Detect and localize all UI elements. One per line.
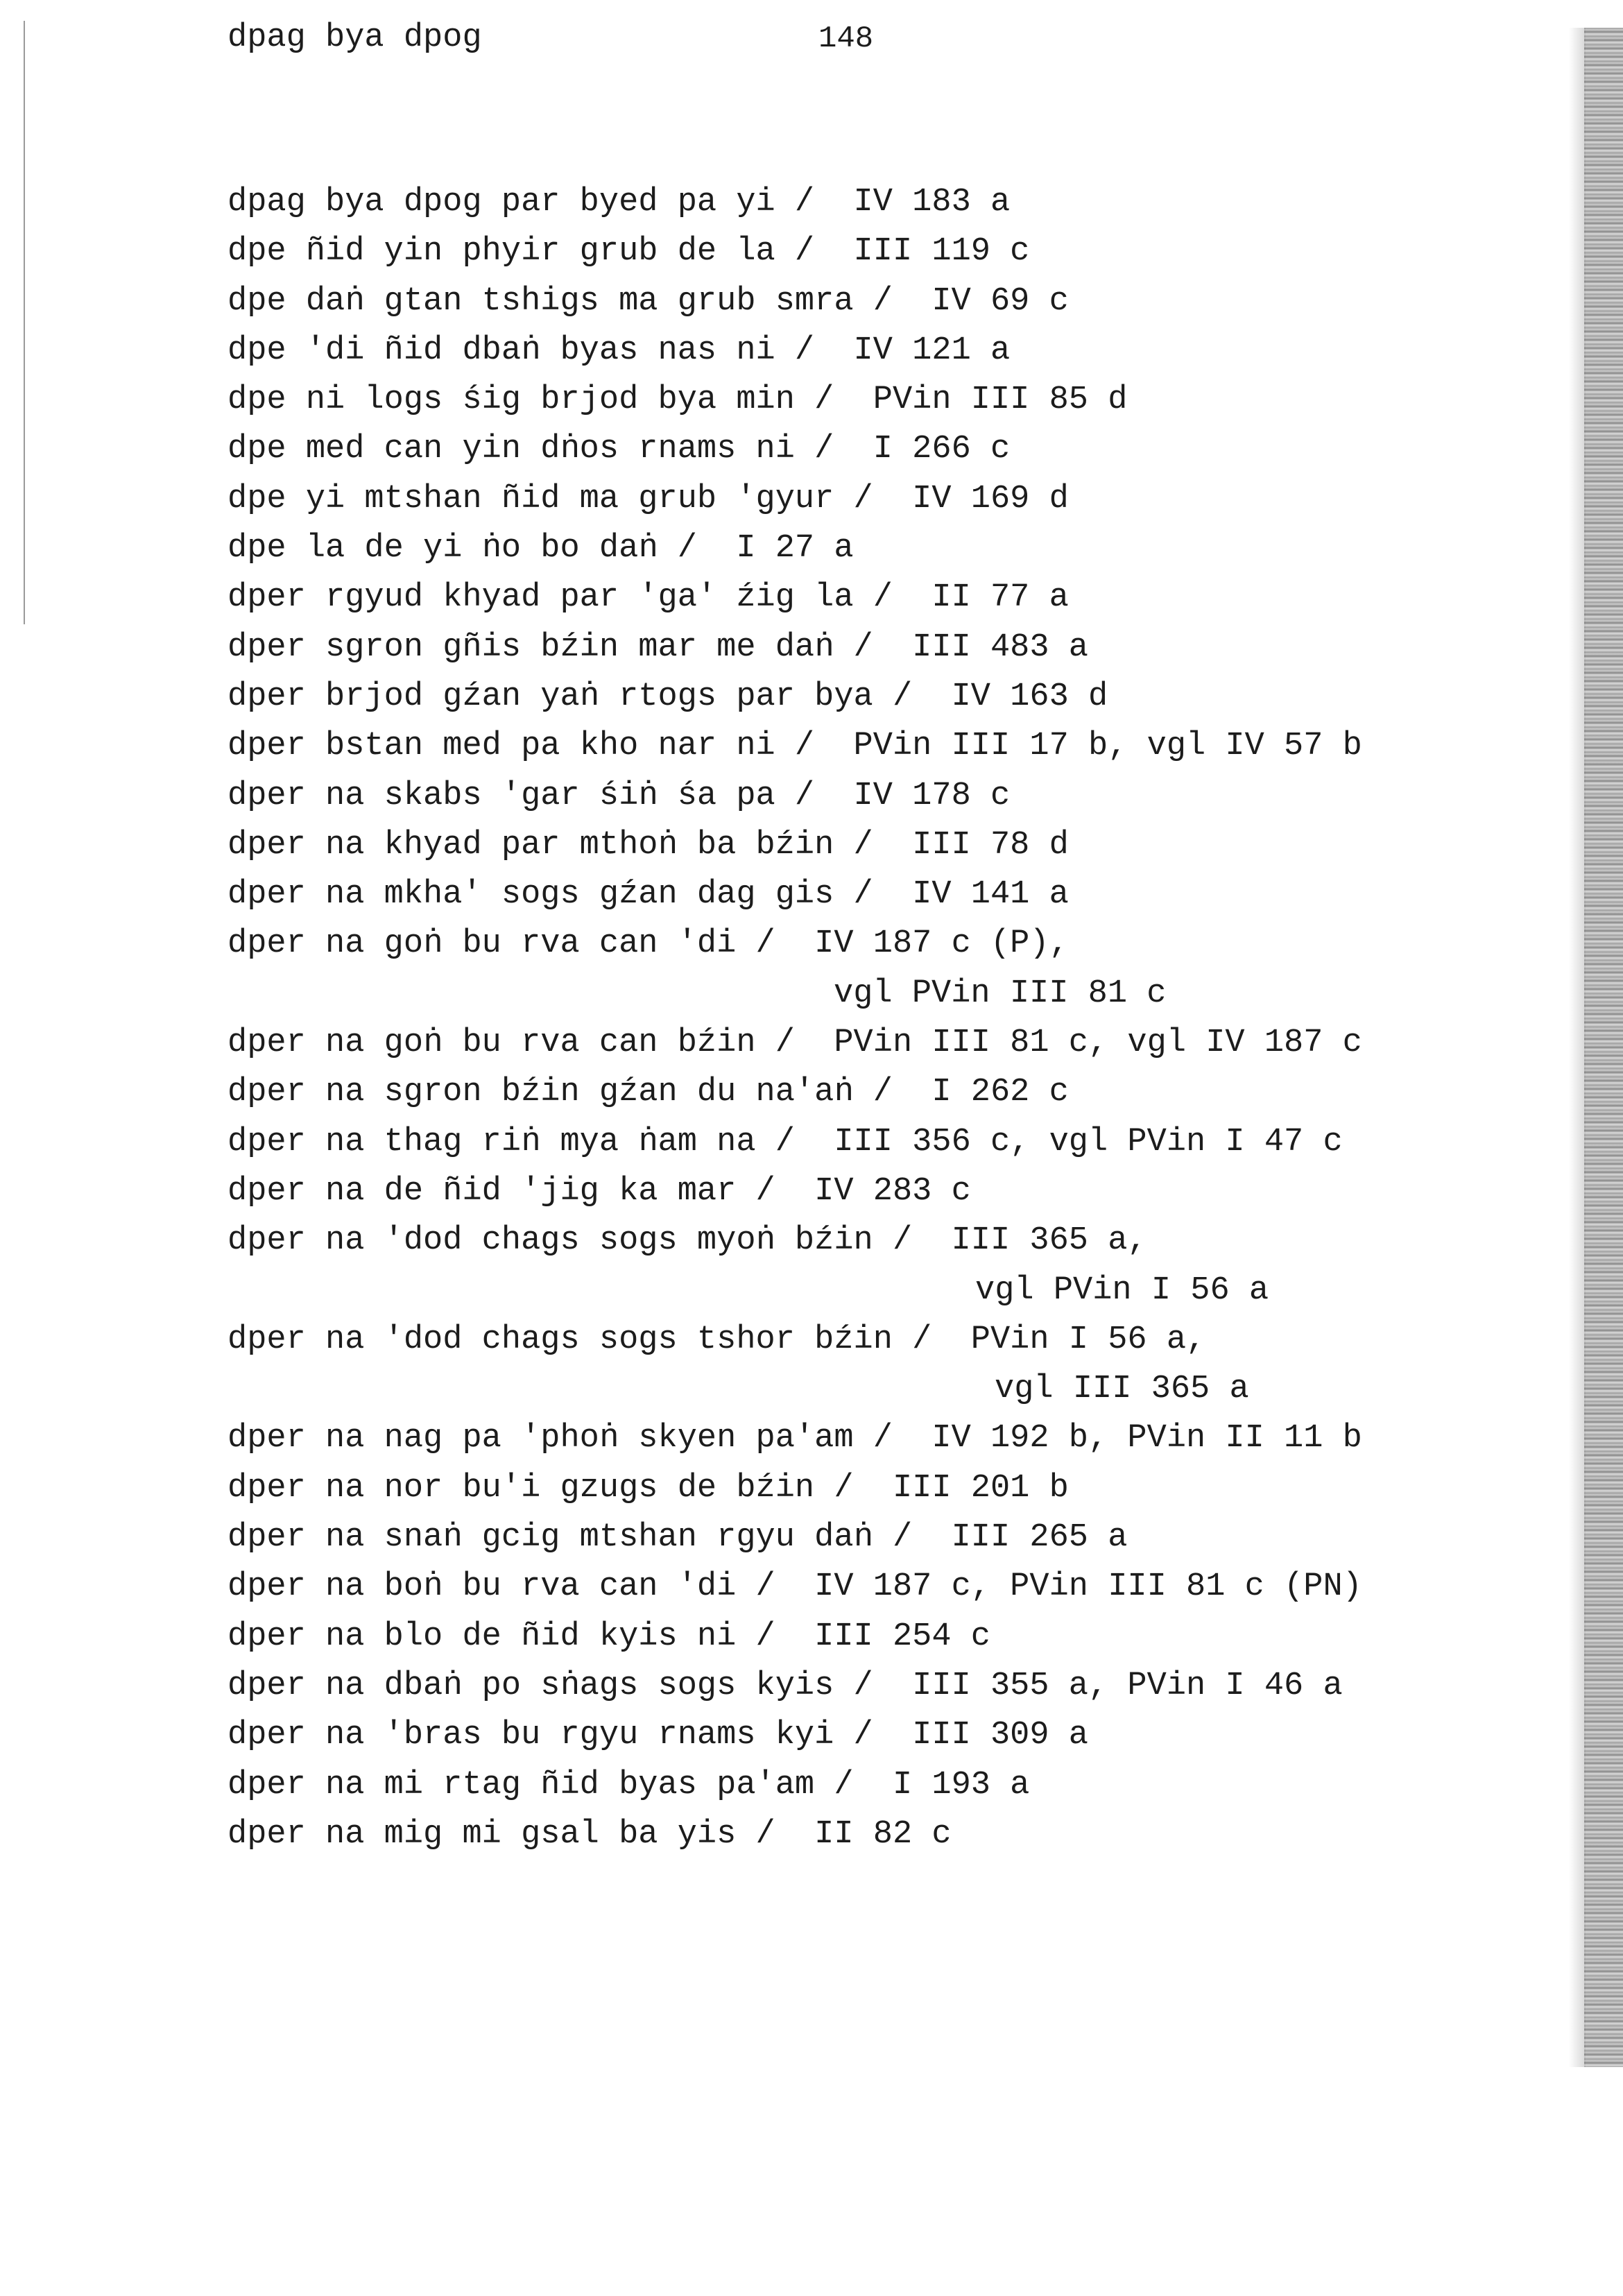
- index-entry: dper na nor bu'i gzugs de bźin / III 201 b: [227, 1469, 1069, 1507]
- index-entry: dper rgyud khyad par 'ga' źig la / II 77 a: [227, 579, 1069, 617]
- running-title: dpag bya dpog: [227, 19, 482, 56]
- index-entry: dpe med can yin dṅos rnams ni / I 266 c: [227, 431, 1011, 468]
- index-entry-continuation: vgl III 365 a: [995, 1371, 1249, 1408]
- index-entry: dper brjod gźan yaṅ rtogs par bya / IV 163 d: [227, 678, 1108, 715]
- index-entry: dper na mkha' sogs gźan dag gis / IV 141 a: [227, 876, 1069, 914]
- index-entry: dper bstan med pa kho nar ni / PVin III 17 b, vgl IV 57 b: [227, 728, 1362, 765]
- index-entry: dpe 'di ñid dbaṅ byas nas ni / IV 121 a: [227, 332, 1011, 369]
- scan-margin-line: [24, 21, 25, 624]
- index-entry: dpe ni logs śig brjod bya min / PVin III 85 d: [227, 382, 1128, 419]
- index-entry: dper na mig mi gsal ba yis / II 82 c: [227, 1815, 952, 1853]
- index-entry: dper na mi rtag ñid byas pa'am / I 193 a: [227, 1766, 1030, 1804]
- index-entry: dpe la de yi ṅo bo daṅ / I 27 a: [227, 530, 854, 567]
- index-entry: dper na 'dod chags sogs myoṅ bźin / III 365 a,: [227, 1222, 1147, 1260]
- index-entry: dper na de ñid 'jig ka mar / IV 283 c: [227, 1172, 971, 1210]
- index-entry-continuation: vgl PVin III 81 c: [834, 975, 1167, 1012]
- index-entry: dper na blo de ñid kyis ni / III 254 c: [227, 1618, 990, 1655]
- scan-binding-edge: [1584, 28, 1623, 2067]
- index-entry: dper na dbaṅ po sṅags sogs kyis / III 355 a, PVin I 46 a: [227, 1667, 1343, 1704]
- index-entry: dpag bya dpog par byed pa yi / IV 183 a: [227, 184, 1011, 221]
- index-entry: dper na sgron bźin gźan du na'aṅ / I 262 c: [227, 1074, 1069, 1111]
- index-entry: dpe yi mtshan ñid ma grub 'gyur / IV 169 d: [227, 480, 1069, 517]
- index-entry: dper na nag pa 'phoṅ skyen pa'am / IV 192 b, PVin II 11 b: [227, 1420, 1362, 1457]
- index-entry: dper na snaṅ gcig mtshan rgyu daṅ / III 265 a: [227, 1519, 1128, 1557]
- index-entry: dper na boṅ bu rva can 'di / IV 187 c, PVin III 81 c (PN): [227, 1568, 1362, 1606]
- page-number: 148: [818, 22, 874, 56]
- index-entry-list: [227, 178, 1531, 1859]
- index-entry: dper na skabs 'gar śiṅ śa pa / IV 178 c: [227, 777, 1011, 814]
- scan-edge-shadow: [1569, 28, 1586, 2067]
- index-entry: dper na 'dod chags sogs tshor bźin / PVin I 56 a,: [227, 1321, 1206, 1358]
- index-entry: dpe ñid yin phyir grub de la / III 119 c: [227, 233, 1030, 271]
- index-entry: dpe daṅ gtan tshigs ma grub smra / IV 69 c: [227, 282, 1069, 320]
- index-entry: dper na goṅ bu rva can bźin / PVin III 81 c, vgl IV 187 c: [227, 1025, 1362, 1062]
- index-entry: dper na khyad par mthoṅ ba bźin / III 78 d: [227, 826, 1069, 864]
- index-entry-continuation: vgl PVin I 56 a: [975, 1271, 1269, 1309]
- index-entry: dper na goṅ bu rva can 'di / IV 187 c (P),: [227, 925, 1069, 963]
- index-entry: dper na 'bras bu rgyu rnams kyi / III 309 a: [227, 1717, 1089, 1754]
- index-entry: dper sgron gñis bźin mar me daṅ / III 483 a: [227, 628, 1089, 666]
- index-entry: dper na thag riṅ mya ṅam na / III 356 c, vgl PVin I 47 c: [227, 1123, 1343, 1160]
